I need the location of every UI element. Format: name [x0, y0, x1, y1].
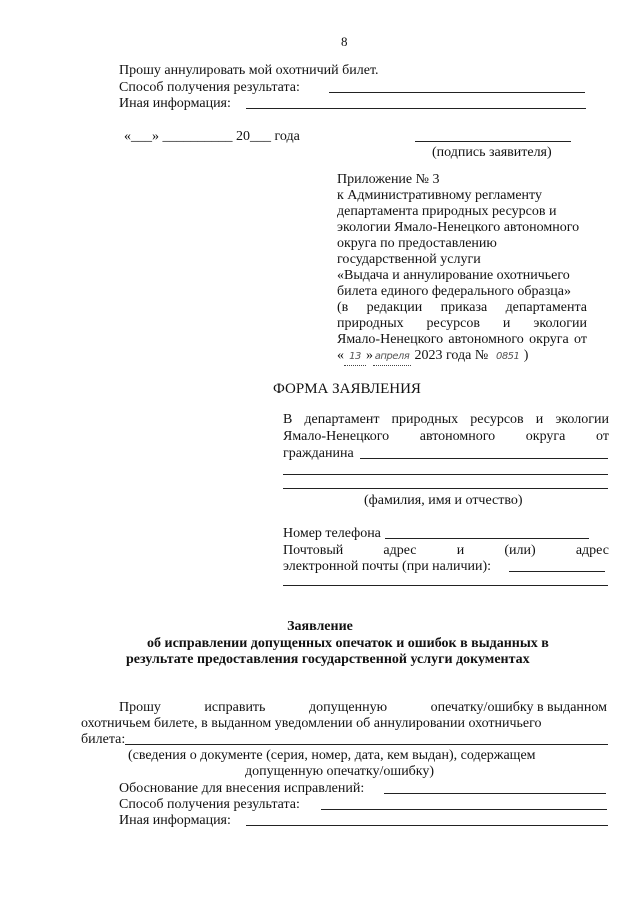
- handwritten-day: 13: [344, 349, 366, 366]
- phone-line: [385, 538, 589, 539]
- citizen-line-2: [283, 474, 608, 475]
- appendix-line: государственной услуги: [337, 252, 481, 267]
- handwritten-month: апреля: [373, 349, 411, 366]
- date-line: «___» __________ 20___ года: [124, 129, 300, 144]
- postal-address-line: Почтовый адрес и (или) адрес: [283, 543, 609, 558]
- email-line: [509, 571, 605, 572]
- appendix-line: экологии Ямало-Ненецкого автономного: [337, 220, 580, 235]
- handwritten-order-number: 0851: [495, 351, 520, 362]
- appendix-date-line: « 13 » апреля 2023 года № 0851 ): [337, 348, 587, 366]
- delivery-method-line: [329, 92, 585, 93]
- appendix-line: билета единого федерального образца»: [337, 284, 571, 299]
- appendix-line: «Выдача и аннулирование охотничьего: [337, 268, 570, 283]
- ticket-line: [125, 744, 608, 745]
- application-subheading-2: результате предоставления государственной услуги документах: [126, 652, 530, 667]
- phone-label: Номер телефона: [283, 526, 381, 541]
- other-info-label-2: Иная информация:: [119, 813, 231, 828]
- form-title: ФОРМА ЗАЯВЛЕНИЯ: [273, 381, 421, 397]
- document-caption-1: (сведения о документе (серия, номер, дата, кем выдан), содержащем: [128, 748, 536, 763]
- other-info-line: [246, 108, 586, 109]
- name-caption: (фамилия, имя и отчество): [364, 493, 523, 508]
- basis-label: Обоснование для внесения исправлений:: [119, 781, 365, 796]
- delivery-method-label: Способ получения результата:: [119, 80, 300, 95]
- appendix-district-line: Ямало-Ненецкого автономного округа от: [337, 332, 587, 347]
- request-line-2: охотничьем билете, в выданном уведомлении об аннулировании охотничьего: [81, 716, 542, 731]
- application-subheading-1: об исправлении допущенных опечаток и ошибок в выданных в: [147, 636, 549, 651]
- appendix-line: департамента природных ресурсов и: [337, 204, 557, 219]
- basis-line: [384, 793, 606, 794]
- appendix-block: [337, 172, 587, 366]
- email-label: электронной почты (при наличии):: [283, 559, 492, 574]
- citizen-line-3: [283, 488, 608, 489]
- appendix-line: Приложение № 3: [337, 172, 440, 187]
- email-line-2: [283, 585, 608, 586]
- delivery-method-label-2: Способ получения результата:: [119, 797, 300, 812]
- ticket-label: билета:: [81, 732, 126, 747]
- addressee-line1: В департамент природных ресурсов и экологии: [283, 412, 609, 427]
- appendix-line: к Административному регламенту: [337, 188, 542, 203]
- request-line-1: Прошу исправить допущенную опечатку/ошибку в выданном: [119, 700, 607, 715]
- other-info-label: Иная информация:: [119, 96, 231, 111]
- addressee-line2: Ямало-Ненецкого автономного округа от: [283, 429, 609, 444]
- appendix-edition-line: (в редакции приказа департамента: [337, 300, 587, 315]
- citizen-line: [360, 458, 608, 459]
- signature-caption: (подпись заявителя): [432, 145, 552, 160]
- document-caption-2: допущенную опечатку/ошибку): [245, 764, 435, 779]
- application-heading: Заявление: [287, 619, 353, 634]
- page-number: 8: [341, 34, 348, 49]
- appendix-dept-line: природных ресурсов и экологии: [337, 316, 587, 331]
- appendix-line: округа по предоставлению: [337, 236, 497, 251]
- signature-line: [415, 141, 571, 142]
- delivery-method-line-2: [321, 809, 607, 810]
- cancel-request-text: Прошу аннулировать мой охотничий билет.: [119, 63, 379, 78]
- other-info-line-2: [246, 825, 608, 826]
- citizen-label: гражданина: [283, 446, 354, 461]
